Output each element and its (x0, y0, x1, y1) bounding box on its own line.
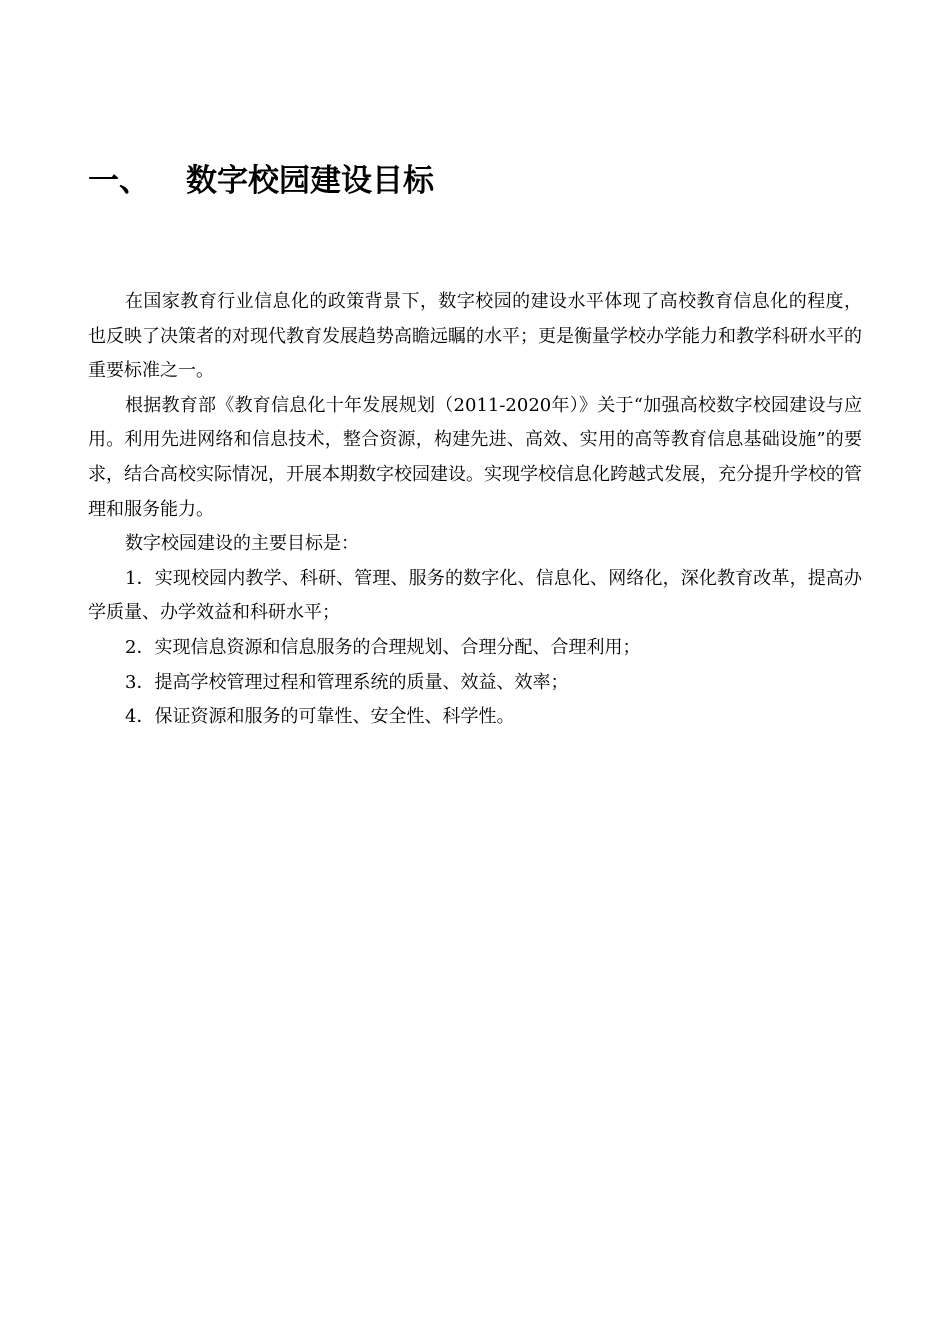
section-number: 一、 (88, 163, 150, 199)
goal-item-1: 1．实现校园内教学、科研、管理、服务的数字化、信息化、网络化，深化教育改革，提高办学质量、办学效益和科研水平； (88, 567, 862, 624)
paragraph-policy: 根据教育部《教育信息化十年发展规划（2011-2020年）》关于“加强高校数字校园建设与应用。利用先进网络和信息技术，整合资源，构建先进、高效、实用的高等教育信息基础设施”的要求，结合高校实际情况，开展本期数字校园建设。实现学校信息化跨越式发展，充分提升学校的管理和服务能力。 (88, 394, 862, 520)
paragraph-intro: 在国家教育行业信息化的政策背景下，数字校园的建设水平体现了高校教育信息化的程度，也反映了决策者的对现代教育发展趋势高瞻远瞩的水平；更是衡量学校办学能力和教学科研水平的重要标准之一。 (88, 291, 862, 382)
paragraph-goals-lead: 数字校园建设的主要目标是： (125, 533, 359, 555)
goal-item-2: 2．实现信息资源和信息服务的合理规划、合理分配、合理利用； (125, 636, 641, 658)
section-body (88, 285, 862, 735)
section-title: 数字校园建设目标 (186, 163, 434, 199)
section-heading (88, 157, 868, 205)
goal-item-4: 4．保证资源和服务的可靠性、安全性、科学性。 (125, 706, 515, 728)
goal-item-3: 3．提高学校管理过程和管理系统的质量、效益、效率； (125, 671, 569, 693)
